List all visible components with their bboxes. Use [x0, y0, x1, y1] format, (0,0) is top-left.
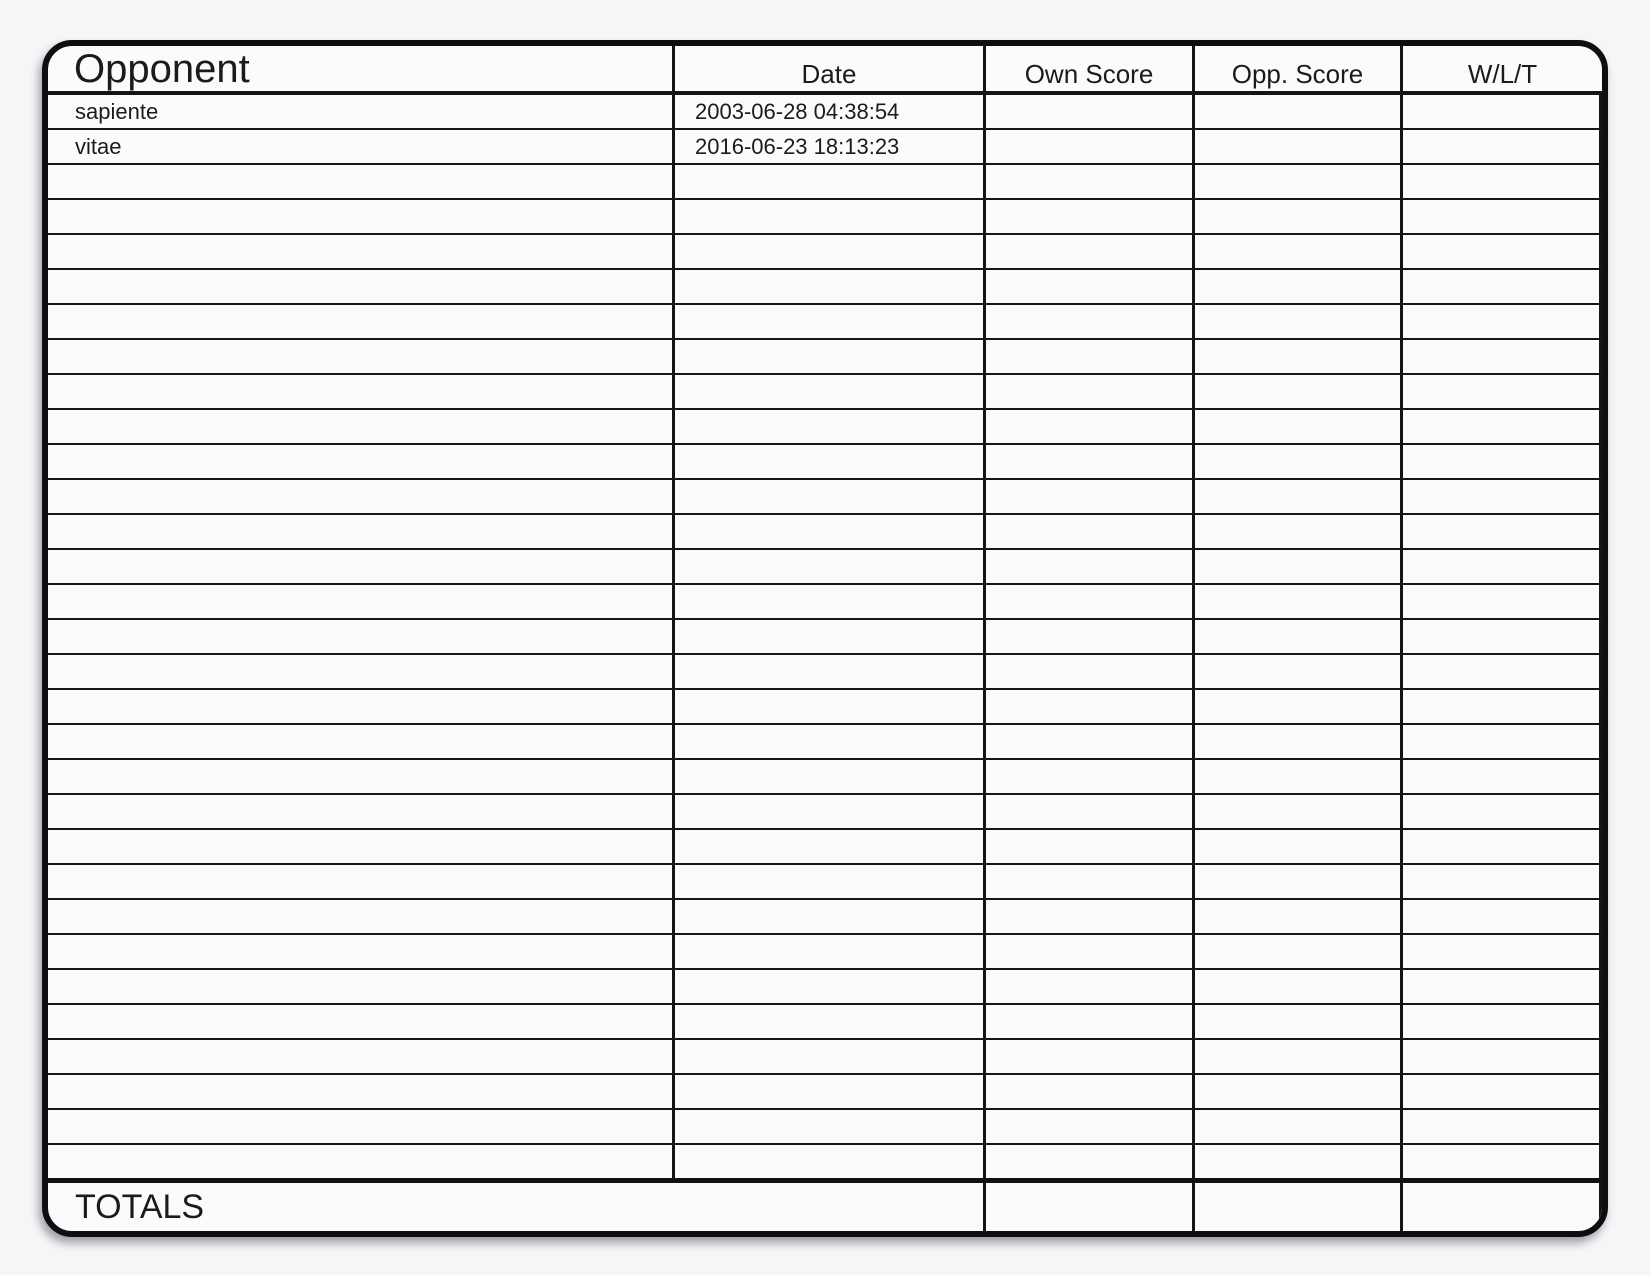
cell-own-score [986, 585, 1195, 618]
cell-own-score [986, 1075, 1195, 1108]
totals-row [48, 1178, 1602, 1231]
cell-date [675, 935, 986, 968]
cell-date [675, 235, 986, 268]
cell-opponent [48, 865, 675, 898]
cell-own-score [986, 970, 1195, 1003]
cell-opp-score [1195, 165, 1403, 198]
cell-opp-score [1195, 235, 1403, 268]
table-row [48, 655, 1602, 690]
table-row [48, 830, 1602, 865]
cell-opponent [48, 165, 675, 198]
cell-opp-score [1195, 725, 1403, 758]
cell-opp-score [1195, 1110, 1403, 1143]
table-row [48, 235, 1602, 270]
table-row [48, 515, 1602, 550]
header-row [48, 46, 1602, 95]
table-row [48, 725, 1602, 760]
cell-date: 2016-06-23 18:13:23 [675, 130, 986, 163]
cell-own-score [986, 935, 1195, 968]
cell-date [675, 1040, 986, 1073]
cell-date [675, 375, 986, 408]
cell-wlt [1403, 830, 1602, 863]
cell-opp-score [1195, 865, 1403, 898]
cell-opp-score [1195, 515, 1403, 548]
cell-date [675, 655, 986, 688]
cell-opp-score [1195, 935, 1403, 968]
cell-opponent [48, 305, 675, 338]
cell-wlt [1403, 690, 1602, 723]
cell-own-score [986, 725, 1195, 758]
table-row [48, 1145, 1602, 1178]
table-row [48, 480, 1602, 515]
cell-opponent [48, 445, 675, 478]
cell-opp-score [1195, 200, 1403, 233]
cell-wlt [1403, 200, 1602, 233]
cell-own-score [986, 95, 1195, 128]
cell-opponent [48, 375, 675, 408]
cell-date [675, 515, 986, 548]
cell-date [675, 1110, 986, 1143]
column-header-opp-score: Opp. Score [1195, 46, 1403, 91]
cell-opp-score [1195, 1075, 1403, 1108]
cell-date [675, 900, 986, 933]
table-row [48, 585, 1602, 620]
cell-opp-score [1195, 270, 1403, 303]
cell-wlt [1403, 235, 1602, 268]
cell-opp-score [1195, 480, 1403, 513]
cell-wlt [1403, 1110, 1602, 1143]
cell-opponent [48, 480, 675, 513]
cell-opponent [48, 340, 675, 373]
cell-own-score [986, 655, 1195, 688]
table-row [48, 445, 1602, 480]
table-row [48, 865, 1602, 900]
cell-opp-score [1195, 620, 1403, 653]
cell-wlt [1403, 795, 1602, 828]
table-row [48, 970, 1602, 1005]
cell-date [675, 795, 986, 828]
cell-opp-score [1195, 1145, 1403, 1178]
cell-own-score [986, 480, 1195, 513]
cell-opp-score [1195, 340, 1403, 373]
cell-date [675, 480, 986, 513]
cell-opp-score [1195, 655, 1403, 688]
cell-opponent [48, 1005, 675, 1038]
cell-wlt [1403, 480, 1602, 513]
cell-own-score [986, 445, 1195, 478]
cell-wlt [1403, 970, 1602, 1003]
table-row [48, 340, 1602, 375]
cell-own-score [986, 200, 1195, 233]
cell-opponent [48, 795, 675, 828]
table-row [48, 375, 1602, 410]
cell-opp-score [1195, 445, 1403, 478]
cell-opponent [48, 935, 675, 968]
cell-wlt [1403, 130, 1602, 163]
cell-wlt [1403, 900, 1602, 933]
cell-date [675, 970, 986, 1003]
cell-own-score [986, 830, 1195, 863]
cell-wlt [1403, 865, 1602, 898]
cell-own-score [986, 1005, 1195, 1038]
cell-wlt [1403, 95, 1602, 128]
cell-wlt [1403, 620, 1602, 653]
cell-wlt [1403, 445, 1602, 478]
totals-label: TOTALS [48, 1183, 986, 1231]
cell-opponent [48, 1075, 675, 1108]
cell-date [675, 305, 986, 338]
cell-own-score [986, 1040, 1195, 1073]
column-header-wlt: W/L/T [1467, 58, 1538, 89]
cell-date [675, 270, 986, 303]
cell-wlt [1403, 515, 1602, 548]
cell-date [675, 165, 986, 198]
cell-own-score [986, 340, 1195, 373]
cell-own-score [986, 795, 1195, 828]
table-row [48, 620, 1602, 655]
cell-own-score [986, 165, 1195, 198]
cell-own-score [986, 410, 1195, 443]
cell-date [675, 410, 986, 443]
cell-date: 2003-06-28 04:38:54 [675, 95, 986, 128]
cell-wlt [1403, 760, 1602, 793]
table-row [48, 130, 1602, 165]
cell-opp-score [1195, 1005, 1403, 1038]
cell-date [675, 1075, 986, 1108]
cell-wlt [1403, 305, 1602, 338]
table-row [48, 200, 1602, 235]
cell-own-score [986, 235, 1195, 268]
cell-wlt [1403, 1005, 1602, 1038]
cell-own-score [986, 620, 1195, 653]
cell-opponent [48, 655, 675, 688]
table-row [48, 165, 1602, 200]
cell-wlt [1403, 935, 1602, 968]
cell-opp-score [1195, 410, 1403, 443]
table-row [48, 95, 1602, 130]
cell-date [675, 830, 986, 863]
cell-own-score [986, 375, 1195, 408]
cell-opponent: vitae [48, 130, 675, 163]
score-sheet [42, 40, 1608, 1237]
cell-wlt [1403, 1075, 1602, 1108]
cell-own-score [986, 130, 1195, 163]
table-row [48, 270, 1602, 305]
cell-opp-score [1195, 970, 1403, 1003]
table-row [48, 1005, 1602, 1040]
cell-opponent [48, 1110, 675, 1143]
cell-wlt [1403, 655, 1602, 688]
cell-opp-score [1195, 690, 1403, 723]
table-row [48, 795, 1602, 830]
cell-opponent [48, 760, 675, 793]
table-row [48, 550, 1602, 585]
cell-opponent [48, 970, 675, 1003]
cell-date [675, 1005, 986, 1038]
table-row [48, 690, 1602, 725]
cell-opponent [48, 235, 675, 268]
cell-opponent [48, 690, 675, 723]
cell-wlt [1403, 1040, 1602, 1073]
cell-opponent [48, 830, 675, 863]
cell-own-score [986, 550, 1195, 583]
cell-own-score [986, 270, 1195, 303]
cell-opp-score [1195, 1040, 1403, 1073]
cell-date [675, 760, 986, 793]
totals-own-score [986, 1183, 1195, 1231]
cell-opponent [48, 1145, 675, 1178]
cell-date [675, 445, 986, 478]
cell-opp-score [1195, 550, 1403, 583]
cell-opp-score [1195, 760, 1403, 793]
table-row [48, 935, 1602, 970]
cell-opponent [48, 270, 675, 303]
totals-wlt [1403, 1183, 1602, 1231]
cell-wlt [1403, 550, 1602, 583]
cell-date [675, 1145, 986, 1178]
column-header-own-score: Own Score [986, 46, 1195, 91]
cell-own-score [986, 760, 1195, 793]
cell-opponent [48, 585, 675, 618]
cell-own-score [986, 690, 1195, 723]
cell-own-score [986, 515, 1195, 548]
cell-wlt [1403, 375, 1602, 408]
cell-opp-score [1195, 375, 1403, 408]
cell-opp-score [1195, 830, 1403, 863]
table-row [48, 410, 1602, 445]
cell-opponent: sapiente [48, 95, 675, 128]
table-row [48, 1110, 1602, 1145]
cell-opponent [48, 200, 675, 233]
cell-opponent [48, 900, 675, 933]
cell-wlt [1403, 270, 1602, 303]
cell-own-score [986, 900, 1195, 933]
table-row [48, 900, 1602, 935]
cell-own-score [986, 1145, 1195, 1178]
cell-opp-score [1195, 585, 1403, 618]
cell-opp-score [1195, 130, 1403, 163]
cell-opponent [48, 515, 675, 548]
table-row [48, 305, 1602, 340]
cell-own-score [986, 865, 1195, 898]
cell-wlt [1403, 725, 1602, 758]
cell-date [675, 585, 986, 618]
cell-wlt [1403, 410, 1602, 443]
cell-date [675, 620, 986, 653]
cell-date [675, 865, 986, 898]
column-header-opponent: Opponent [48, 46, 675, 91]
cell-date [675, 340, 986, 373]
cell-wlt [1403, 165, 1602, 198]
table-body [48, 95, 1602, 1178]
cell-opponent [48, 410, 675, 443]
cell-opp-score [1195, 900, 1403, 933]
table-row [48, 1075, 1602, 1110]
table-row [48, 760, 1602, 795]
cell-date [675, 725, 986, 758]
totals-opp-score [1195, 1183, 1403, 1231]
cell-own-score [986, 1110, 1195, 1143]
cell-wlt [1403, 1145, 1602, 1178]
cell-opponent [48, 1040, 675, 1073]
cell-date [675, 690, 986, 723]
cell-date [675, 550, 986, 583]
cell-opponent [48, 620, 675, 653]
cell-date [675, 200, 986, 233]
cell-opp-score [1195, 305, 1403, 338]
cell-opp-score [1195, 95, 1403, 128]
cell-opponent [48, 725, 675, 758]
cell-opp-score [1195, 795, 1403, 828]
cell-opponent [48, 550, 675, 583]
cell-wlt [1403, 340, 1602, 373]
column-header-date: Date [675, 46, 986, 91]
cell-own-score [986, 305, 1195, 338]
cell-wlt [1403, 585, 1602, 618]
table-row [48, 1040, 1602, 1075]
